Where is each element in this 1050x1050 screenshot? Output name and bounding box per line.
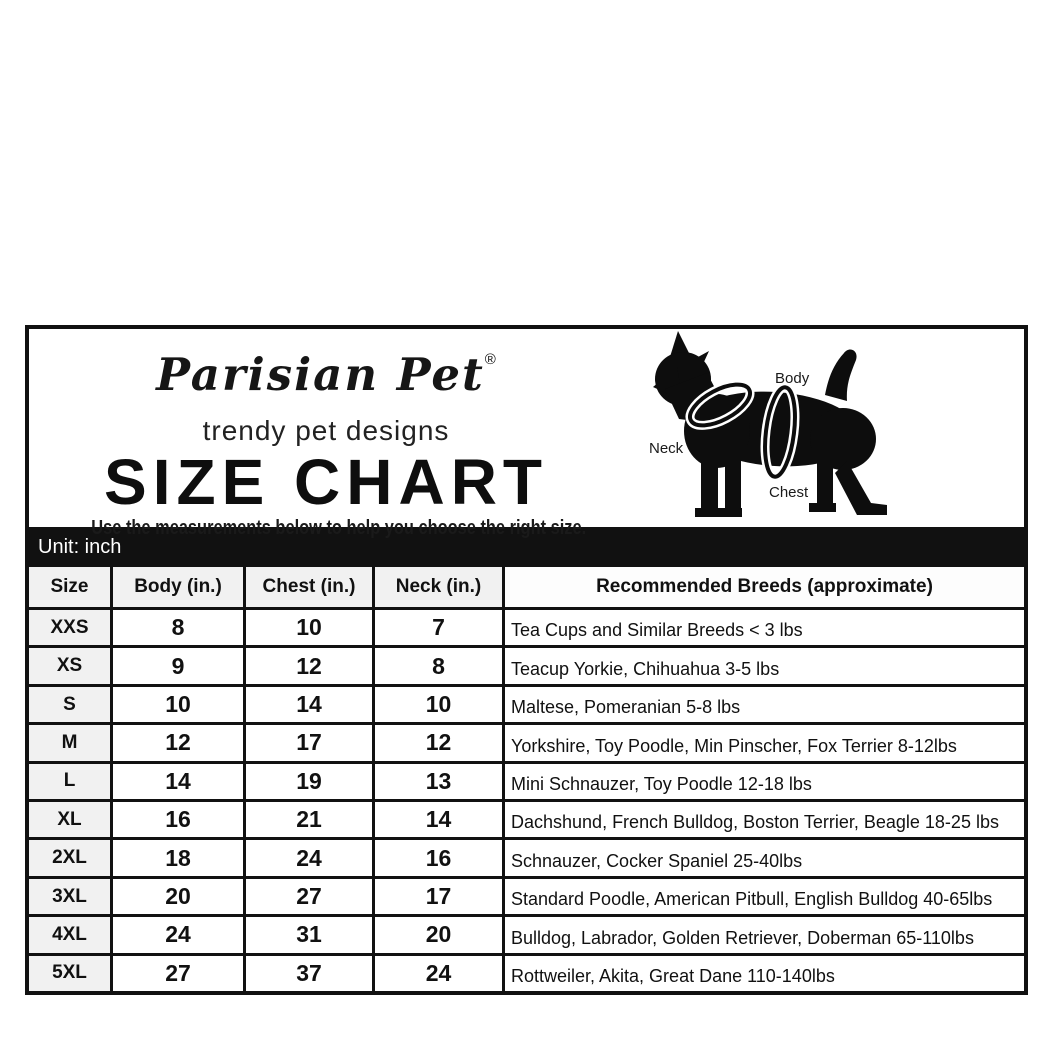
- col-header-chest: Chest (in.): [246, 567, 375, 607]
- neck-cell: 13: [375, 764, 505, 799]
- breeds-cell: Rottweiler, Akita, Great Dane 110-140lbs: [511, 966, 835, 987]
- body-cell: 9: [113, 648, 246, 683]
- col-header-breeds: Recommended Breeds (approximate): [505, 567, 1024, 607]
- table-row: [29, 876, 1024, 914]
- chest-cell: 31: [246, 917, 375, 952]
- size-table: [29, 567, 1024, 991]
- size-cell: 4XL: [29, 917, 113, 952]
- breeds-cell: Bulldog, Labrador, Golden Retriever, Doberman 65-110lbs: [511, 927, 974, 948]
- logo-line: [37, 331, 615, 415]
- body-cell: 8: [113, 610, 246, 645]
- col-header-body: Body (in.): [113, 567, 246, 607]
- size-table-body: [29, 607, 1024, 991]
- chest-cell: 14: [246, 687, 375, 722]
- size-cell: 3XL: [29, 879, 113, 914]
- neck-cell: 8: [375, 648, 505, 683]
- chest-cell: 12: [246, 648, 375, 683]
- body-cell: 24: [113, 917, 246, 952]
- registered-trademark-icon: ®: [484, 351, 496, 368]
- col-header-neck: Neck (in.): [375, 567, 505, 607]
- size-cell: S: [29, 687, 113, 722]
- breeds-cell: Schnauzer, Cocker Spaniel 25-40lbs: [511, 850, 803, 871]
- table-row: [29, 837, 1024, 875]
- col-header-size: Size: [29, 567, 113, 607]
- dog-measurement-diagram: [645, 331, 895, 527]
- chest-cell: 17: [246, 725, 375, 760]
- table-row: [29, 684, 1024, 722]
- body-cell: 10: [113, 687, 246, 722]
- body-cell: 16: [113, 802, 246, 837]
- neck-cell: 17: [375, 879, 505, 914]
- table-row: [29, 761, 1024, 799]
- table-row: [29, 607, 1024, 645]
- body-cell: 12: [113, 725, 246, 760]
- size-cell: 2XL: [29, 840, 113, 875]
- size-cell: 5XL: [29, 956, 113, 991]
- breeds-cell: Teacup Yorkie, Chihuahua 3-5 lbs: [511, 658, 780, 679]
- neck-cell: 24: [375, 956, 505, 991]
- body-cell: 18: [113, 840, 246, 875]
- brand-block: [37, 329, 615, 542]
- body-measure-label: Body: [775, 370, 810, 387]
- subtitle-text: Use the measurements below to help you choose the right size.: [91, 517, 587, 539]
- page-title: SIZE CHART: [104, 446, 548, 518]
- neck-cell: 10: [375, 687, 505, 722]
- table-row: [29, 645, 1024, 683]
- size-chart-sheet: [25, 325, 1028, 995]
- neck-cell: 12: [375, 725, 505, 760]
- breeds-cell: Standard Poodle, American Pitbull, English Bulldog 40-65lbs: [511, 889, 993, 910]
- breeds-cell: Yorkshire, Toy Poodle, Min Pinscher, Fox Terrier 8-12lbs: [511, 735, 957, 756]
- chest-cell: 37: [246, 956, 375, 991]
- size-cell: L: [29, 764, 113, 799]
- header-section: [29, 329, 1024, 539]
- table-row: [29, 722, 1024, 760]
- unit-label: Unit: inch: [38, 535, 122, 558]
- size-cell: XXS: [29, 610, 113, 645]
- breeds-cell: Maltese, Pomeranian 5-8 lbs: [511, 697, 741, 718]
- chest-cell: 27: [246, 879, 375, 914]
- table-row: [29, 953, 1024, 991]
- neck-measure-label: Neck: [649, 440, 684, 457]
- breeds-cell: Tea Cups and Similar Breeds < 3 lbs: [511, 620, 803, 641]
- neck-cell: 14: [375, 802, 505, 837]
- brand-logo: Parisian Pet: [156, 348, 485, 401]
- subtitle-line: [37, 516, 615, 542]
- table-row: [29, 799, 1024, 837]
- chest-measure-label: Chest: [769, 484, 809, 501]
- table-header-row: [29, 567, 1024, 607]
- breeds-cell: Dachshund, French Bulldog, Boston Terrier, Beagle 18-25 lbs: [511, 812, 999, 833]
- chest-cell: 10: [246, 610, 375, 645]
- brand-tagline: trendy pet designs: [202, 415, 450, 446]
- breeds-cell: Mini Schnauzer, Toy Poodle 12-18 lbs: [511, 774, 812, 795]
- size-cell: XS: [29, 648, 113, 683]
- body-cell: 20: [113, 879, 246, 914]
- chest-cell: 24: [246, 840, 375, 875]
- neck-cell: 16: [375, 840, 505, 875]
- table-row: [29, 914, 1024, 952]
- neck-cell: 20: [375, 917, 505, 952]
- size-cell: XL: [29, 802, 113, 837]
- chest-cell: 21: [246, 802, 375, 837]
- chest-cell: 19: [246, 764, 375, 799]
- body-cell: 14: [113, 764, 246, 799]
- neck-cell: 7: [375, 610, 505, 645]
- body-cell: 27: [113, 956, 246, 991]
- size-cell: M: [29, 725, 113, 760]
